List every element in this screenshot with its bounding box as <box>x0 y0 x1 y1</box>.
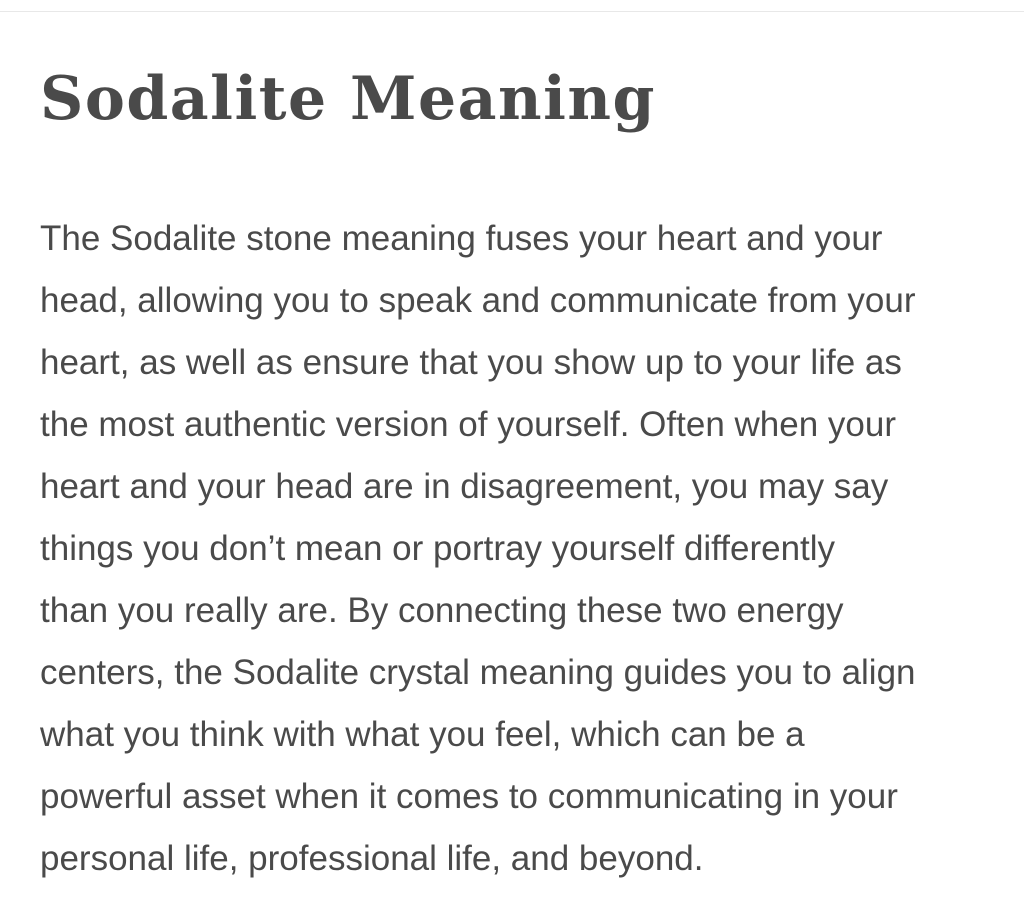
paragraph-line: the most authentic version of yourself. Often when your <box>40 405 896 444</box>
paragraph-line: powerful asset when it comes to communicating in your <box>40 777 898 816</box>
article-paragraph <box>40 208 1000 890</box>
paragraph-line: heart and your head are in disagreement, you may say <box>40 467 889 506</box>
paragraph-line: The Sodalite stone meaning fuses your heart and your <box>40 219 883 258</box>
paragraph-line: personal life, professional life, and beyond. <box>40 839 704 878</box>
page-title: Sodalite Meaning <box>40 64 657 134</box>
top-divider <box>0 11 1024 12</box>
paragraph-line: centers, the Sodalite crystal meaning guides you to align <box>40 653 916 692</box>
paragraph-line: heart, as well as ensure that you show up to your life as <box>40 343 902 382</box>
paragraph-line: what you think with what you feel, which can be a <box>40 715 805 754</box>
paragraph-line: than you really are. By connecting these two energy <box>40 591 844 630</box>
paragraph-line: head, allowing you to speak and communicate from your <box>40 281 916 320</box>
paragraph-line: things you don’t mean or portray yourself differently <box>40 529 836 568</box>
